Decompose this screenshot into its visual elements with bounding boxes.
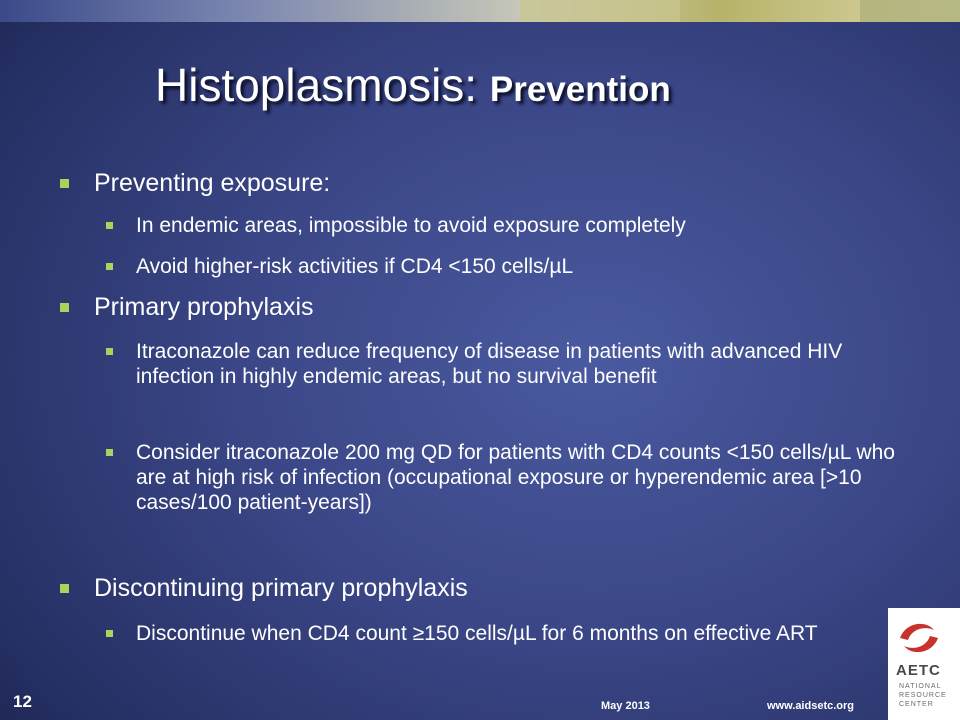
sub-bullet-text: Discontinue when CD4 count ≥150 cells/µL for 6 months on effective ART bbox=[136, 622, 818, 645]
sub-bullet-item bbox=[106, 621, 866, 646]
sub-bullet-item bbox=[106, 254, 906, 279]
aetc-logo bbox=[888, 608, 960, 720]
logo-line: CENTER bbox=[899, 701, 934, 708]
aetc-logo-icon bbox=[896, 616, 942, 660]
logo-line: RESOURCE bbox=[899, 692, 947, 699]
bullet-item bbox=[60, 573, 468, 603]
sub-bullet-text: In endemic areas, impossible to avoid exposure completely bbox=[136, 214, 686, 237]
square-bullet-icon bbox=[60, 303, 69, 312]
slide-number: 12 bbox=[13, 692, 32, 711]
square-bullet-icon bbox=[106, 222, 113, 229]
logo-line: NATIONAL bbox=[899, 683, 942, 690]
bullet-item bbox=[60, 168, 330, 198]
bullet-item bbox=[60, 292, 314, 322]
logo-wordmark: AETC bbox=[896, 662, 941, 679]
footer-date: May 2013 bbox=[601, 700, 650, 712]
bullet-text: Discontinuing primary prophylaxis bbox=[94, 574, 468, 602]
bullet-text: Preventing exposure: bbox=[94, 169, 331, 197]
square-bullet-icon bbox=[106, 348, 113, 355]
sub-bullet-text: Consider itraconazole 200 mg QD for patients with CD4 counts <150 cells/µL who are at high risk of infection (occupational exposure or hyperendemic area [>10 cases/100 patient-years]) bbox=[136, 441, 895, 514]
sub-bullet-text: Avoid higher-risk activities if CD4 <150 cells/µL bbox=[136, 255, 574, 278]
square-bullet-icon bbox=[60, 179, 69, 188]
sub-bullet-item bbox=[106, 339, 906, 389]
square-bullet-icon bbox=[60, 584, 69, 593]
square-bullet-icon bbox=[106, 263, 113, 270]
logo-subtitle bbox=[899, 682, 947, 709]
title-sub: Prevention bbox=[489, 70, 671, 109]
square-bullet-icon bbox=[106, 449, 113, 456]
sub-bullet-item bbox=[106, 440, 906, 515]
footer-url[interactable]: www.aidsetc.org bbox=[767, 700, 855, 712]
sub-bullet-item bbox=[106, 213, 906, 238]
bullet-text: Primary prophylaxis bbox=[94, 293, 314, 321]
sub-bullet-text: Itraconazole can reduce frequency of disease in patients with advanced HIV infection in highly endemic areas, but no survival benefit bbox=[136, 340, 843, 388]
square-bullet-icon bbox=[106, 630, 113, 637]
title-main: Histoplasmosis: bbox=[155, 59, 478, 111]
